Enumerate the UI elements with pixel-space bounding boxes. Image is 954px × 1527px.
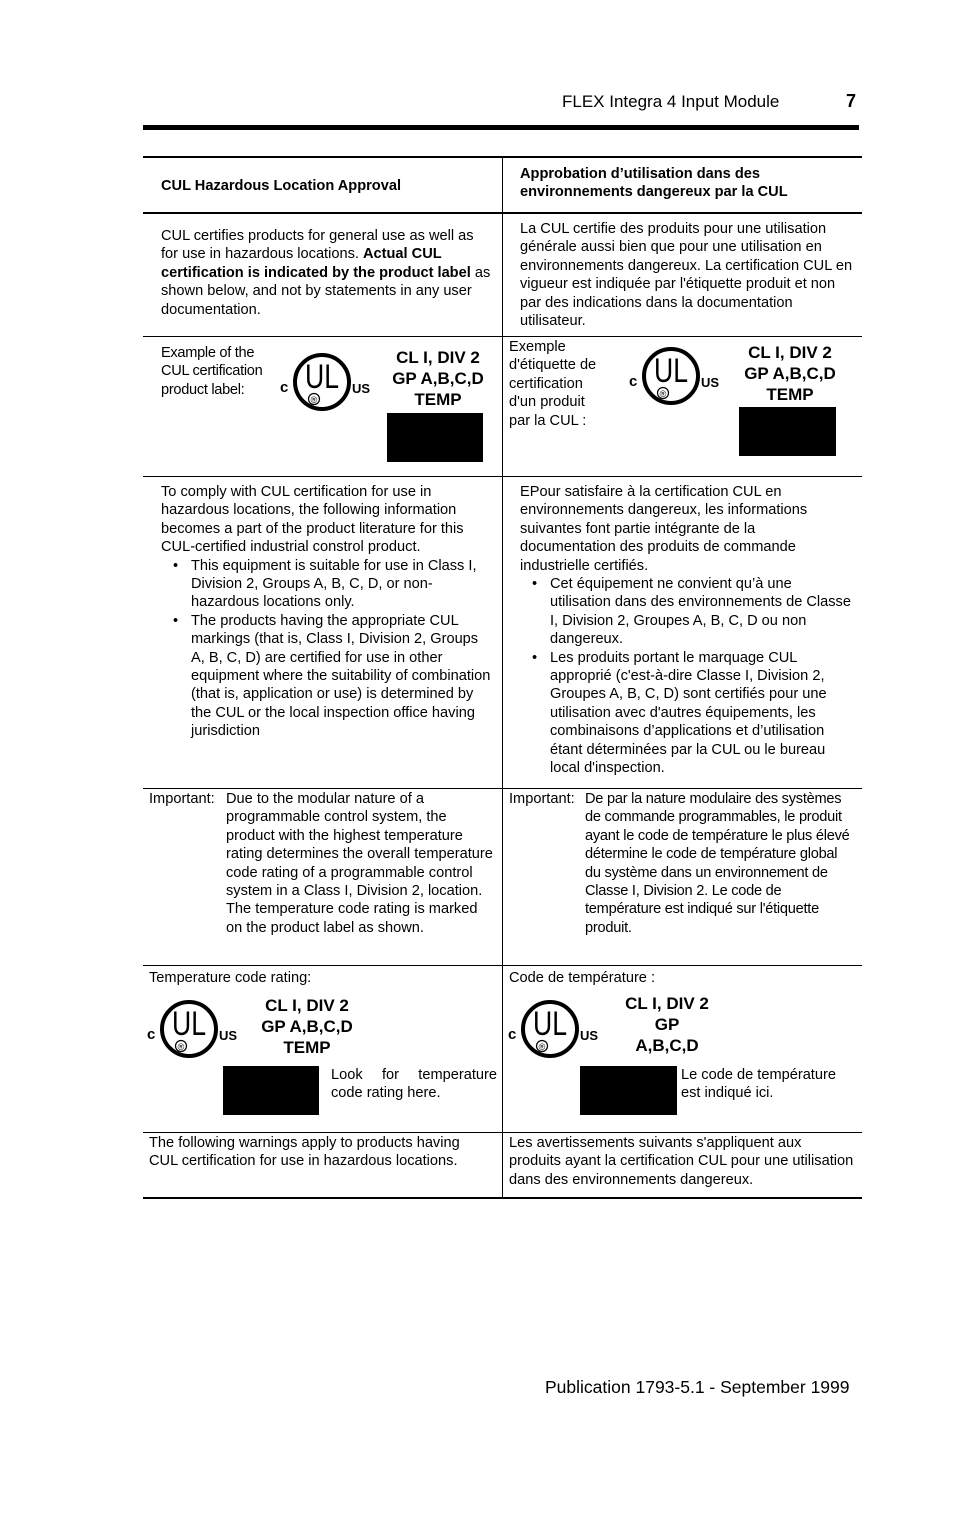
temp-note-fr: Le code de température est indiqué ici. — [681, 1067, 836, 1102]
marking-fr — [735, 342, 845, 405]
intro-row — [143, 214, 862, 337]
heading-en: CUL Hazardous Location Approval — [143, 158, 503, 212]
header-rule — [143, 125, 859, 130]
compliance-fr — [503, 477, 862, 788]
publication-footer: Publication 1793-5.1 - September 1999 — [545, 1377, 850, 1397]
marking-fr-line3: TEMP — [766, 385, 814, 404]
ul-letters: UL — [533, 1005, 567, 1043]
temperature-code-row — [143, 966, 862, 1133]
temp-marking-fr-line3: A,B,C,D — [635, 1036, 699, 1055]
ul-certification-icon — [276, 347, 374, 417]
bullet-text: Les produits portant le marquage CUL approprié (c'est-à-dire Classe I, Division 2, Groupes A, B, C, D) sont certifiés pour une utilisation avec d'autres équipements, les combinaisons d’applications et d’utilisation étant déterminées par la CUL ou le bureau local d'inspection. — [550, 649, 827, 777]
important-row — [143, 789, 862, 966]
ul-c-mark: c — [508, 1026, 517, 1043]
marking-fr-line1: CL I, DIV 2 — [748, 343, 832, 362]
ul-letters: UL — [654, 352, 688, 390]
list-item: • The products having the appropriate CUL markings (that is, Class I, Division 2, Groups A, B, C, D) are certified for use in other equipment where the suitability of combination (that is, application or use) is determined by the CUL or the local inspection office having jurisdiction — [173, 612, 491, 740]
temp-code-box-en — [387, 413, 483, 462]
page-number: 7 — [846, 91, 857, 111]
temp-marking-en-line2: GP A,B,C,D — [261, 1017, 353, 1036]
temp-code-box-fr — [739, 407, 836, 456]
warnings-row — [143, 1133, 862, 1199]
ul-certification-icon — [625, 341, 723, 411]
important-en — [143, 789, 503, 965]
intro-en — [143, 214, 503, 336]
ul-certification-icon — [143, 994, 241, 1064]
intro-en-tail: as shown below, and not by statements in any user documentation. — [161, 264, 491, 318]
temp-marking-en-line3: TEMP — [283, 1038, 331, 1057]
compliance-fr-intro: EPour satisfaire à la certification CUL en environnements dangereux, les informations suivantes font partie intégrante de la documentation des produits de commande industrielle certifiés. — [520, 484, 808, 574]
ul-logo-en — [276, 347, 374, 417]
important-text-en: Due to the modular nature of a programmable control system, the product with the highest temperature rating determines the overall temperature code rating of a programmable control system in a Class I, Division 2, location. The temperature code rating is marked on the product label as shown. — [226, 791, 493, 936]
important-fr — [503, 789, 862, 965]
ul-logo-temp-en — [143, 994, 241, 1064]
running-header-title: FLEX Integra 4 Input Module — [562, 92, 780, 111]
ul-letters: UL — [172, 1005, 206, 1043]
temp-marking-fr-line2: GP — [654, 1015, 680, 1034]
ul-c-mark: c — [629, 373, 638, 390]
marking-en-line3: TEMP — [414, 390, 462, 409]
marking-en-line2: GP A,B,C,D — [392, 369, 484, 388]
ul-c-mark: c — [147, 1026, 156, 1043]
label-example-fr — [503, 337, 862, 476]
ul-us-mark: US — [701, 375, 720, 390]
ul-us-mark: US — [219, 1028, 238, 1043]
ul-us-mark: US — [580, 1028, 599, 1043]
label-example-en — [143, 337, 503, 476]
ul-registered: ® — [310, 395, 318, 405]
temp-code-box-temp-fr — [580, 1066, 677, 1115]
cul-approval-table — [143, 156, 862, 1199]
bullet-text: The products having the appropriate CUL markings (that is, Class I, Division 2, Groups A, B, C, D) are certified for use in other equipment where the suitability of combination (that is, application or use) is determined by the CUL or the local inspection office having jurisdiction — [191, 612, 491, 740]
compliance-en — [143, 477, 503, 788]
list-item: • Cet équipement ne convient qu’à une utilisation dans des environnements de Classe I, Division 2, Groupes A, B, C, D ou non dangereux. — [532, 576, 851, 648]
intro-en-bold: Actual CUL certification is indicated by the product label — [161, 246, 471, 281]
bullet-text: Cet équipement ne convient qu’à une utilisation dans des environnements de Classe I, Division 2, Groupes A, B, C, D ou non dangereux. — [550, 576, 851, 648]
compliance-fr-list — [520, 575, 854, 777]
important-text-fr: De par la nature modulaire des systèmes de commande programmables, le produit ayant le code de température le plus élevé détermine le code de température global du système dans un environnement de Classe I, Division 2. Le code de température est indiqué sur l'étiquette produit. — [585, 791, 850, 936]
temp-code-box-temp-en — [223, 1066, 319, 1115]
ul-logo-fr — [625, 341, 723, 411]
temp-code-fr — [503, 966, 862, 1132]
label-caption-en: Example of the CUL certification product label: — [161, 345, 263, 398]
label-example-row — [143, 337, 862, 477]
temp-marking-en-line1: CL I, DIV 2 — [265, 996, 349, 1015]
intro-en-text: CUL certifies products for general use as well as for use in hazardous locations. — [161, 228, 474, 263]
ul-certification-icon — [504, 994, 602, 1064]
temp-marking-fr-line1: CL I, DIV 2 — [625, 994, 709, 1013]
list-item: • Les produits portant le marquage CUL approprié (c'est-à-dire Classe I, Division 2, Groupes A, B, C, D) sont certifiés pour une utilisation avec d'autres équipements, les combinaisons d’applications et d’utilisation étant déterminées par la CUL ou le bureau local d'inspection. — [532, 649, 827, 777]
ul-logo-temp-fr — [504, 994, 602, 1064]
bullet-text: This equipment is suitable for use in Class I, Division 2, Groups A, B, C, D, or non-hazardous locations only. — [191, 557, 477, 611]
ul-registered: ® — [538, 1042, 546, 1052]
warnings-fr: Les avertissements suivants s'appliquent aux produits ayant la certification CUL pour une utilisation dans des environnements dangereux. — [509, 1135, 854, 1188]
warnings-en: The following warnings apply to products having CUL certification for use in hazardous locations. — [143, 1133, 503, 1197]
marking-en-line1: CL I, DIV 2 — [396, 348, 480, 367]
heading-fr: Approbation d’utilisation dans des environnements dangereux par la CUL — [520, 166, 788, 201]
temp-note-en: Look for temperature code rating here. — [331, 1067, 497, 1102]
temp-caption-fr: Code de température : — [509, 970, 656, 986]
intro-fr: La CUL certifie des produits pour une utilisation générale aussi bien que pour une utilisation en environnements dangereux. La certification CUL en vigueur est indiquée par l'étiquette produit et non par des indications dans la documentation utilisateur. — [520, 221, 853, 330]
important-label-en: Important: — [149, 791, 215, 807]
temp-code-en — [143, 966, 503, 1132]
list-item: • This equipment is suitable for use in Class I, Division 2, Groups A, B, C, D, or non-hazardous locations only. — [173, 557, 477, 611]
compliance-en-list — [161, 557, 492, 741]
ul-c-mark: c — [280, 379, 289, 396]
ul-registered: ® — [659, 389, 667, 399]
temp-marking-fr — [611, 993, 723, 1056]
temp-marking-en — [251, 995, 363, 1058]
important-label-fr: Important: — [509, 791, 575, 807]
marking-fr-line2: GP A,B,C,D — [744, 364, 836, 383]
ul-us-mark: US — [352, 381, 371, 396]
compliance-en-intro: To comply with CUL certification for use in hazardous locations, the following information becomes a part of the product literature for this CUL-certified industrial constrol product. — [161, 484, 464, 556]
marking-en — [383, 347, 493, 410]
compliance-row — [143, 477, 862, 789]
label-caption-fr: Exemple d'étiquette de certification d'un produit par la CUL : — [509, 339, 597, 429]
ul-letters: UL — [305, 358, 339, 396]
temp-caption-en: Temperature code rating: — [149, 970, 312, 986]
table-header-row — [143, 156, 862, 214]
ul-registered: ® — [177, 1042, 185, 1052]
